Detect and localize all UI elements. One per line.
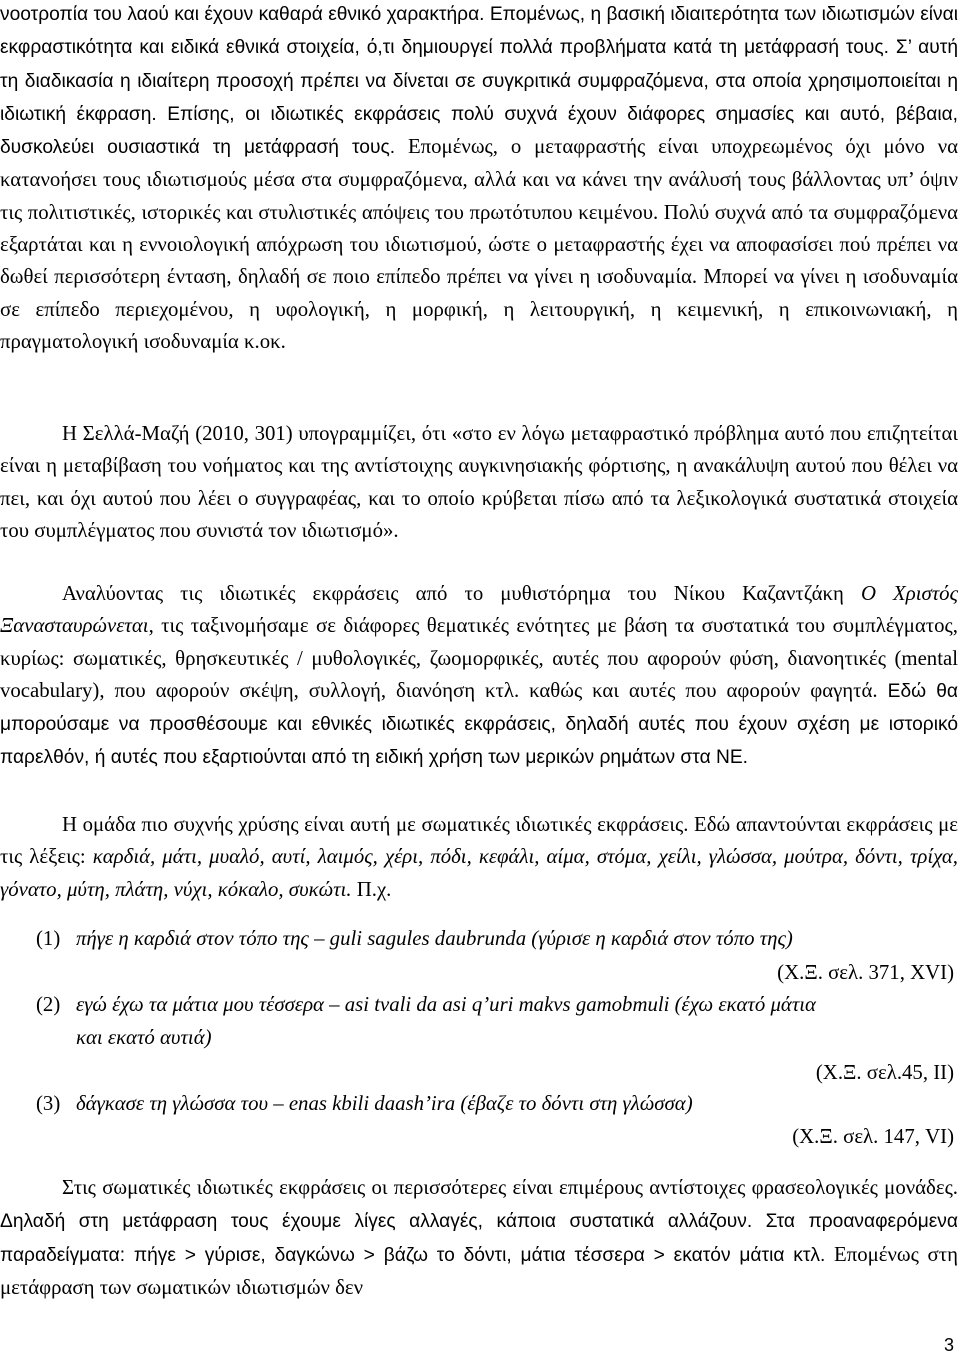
paragraph-4-part-3: Π.χ. (351, 877, 392, 901)
paragraph-4-part-2: Εδώ απαντούνται εκφράσεις με τις λέξεις: (0, 813, 958, 869)
example-2-text-continued: και εκατό αυτιά) (76, 1026, 212, 1049)
body-words-list: καρδιά, μάτι, μυαλό, αυτί, λαιμός, χέρι, πόδι, κεφάλι, αίμα, στόμα, χείλι, γλώσσα, μούτρα, δόντι, τρίχα, γόνατο, μύτη, πλάτη, νύχι, κόκαλο, συκώτι. (0, 845, 958, 901)
paragraph-5-part-1: Στις σωματικές ιδιωτικές εκφράσεις οι περισσότερες είναι επιμέρους αντίστοιχες φρασεολογικές μονάδες. (62, 1176, 958, 1199)
paragraph-2-text: Η Σελλά-Μαζή (2010, 301) υπογραμμίζει, ότι «στο εν λόγω μεταφραστικό πρόβλημα αυτό που επιζητείται είναι η μεταβίβαση του νοήματος και της αντίστοιχης αυγκινησιακής φόρτισης, η ανακάλυψη αυτού που θέλει να πει, και όχι αυτού που λέει ο συγγραφέας, και το οποίο κρύβεται πίσω από τα λεξικολογικά συστατικά στοιχεία του συμπλέγματος που συνιστά τον ιδιωτισμό». (0, 422, 958, 542)
example-1-reference: (Χ.Ξ. σελ. 371, XVI) (777, 961, 954, 984)
example-3-number: (3) (36, 1092, 61, 1115)
novel-title: Ο Χριστός Ξανασταυρώνεται (0, 582, 959, 638)
paragraph-3-part-1: Αναλύοντας τις ιδιωτικές εκφράσεις από το μυθιστόρημα του Νίκου Καζαντζάκη (62, 582, 861, 605)
example-2-number: (2) (36, 993, 61, 1016)
paragraph-2 (0, 418, 958, 547)
paragraph-4 (0, 809, 958, 906)
paragraph-3-part-2: , τις ταξινομήσαμε σε διάφορες θεματικές ενότητες με βάση τα συστατικά του συμπλέγματος, κυρίως: σωματικές, θρησκευτικές / μυθολογικές, ζωομορφικές, αυτές που αφορούν φύση, διανοητικές (mental vocabulary), που αφορούν σκέψη, συλλογή, διανόηση κτλ. καθώς και αυτές που αφορούν φαγητά. (0, 614, 958, 702)
paragraph-1-part-1: νοοτροπία του λαού και έχουν καθαρά εθνικό χαρακτήρα. Επομένως, η βασική ιδιαιτερότητα των ιδιωτισμών είναι εκφραστικότητα και ειδικά εθνικά στοιχεία, ό,τι δημιουργεί πολλά προβλήματα κατά τη μετάφρασή τους. Σ’ αυτή τη διαδικασία η ιδιαίτερη προσοχή πρέπει να δίνεται σε συγκριτικά συμφραζόμενα, στα οποία χρησιμοποιείται η ιδιωτική έκφραση. Επίσης, οι ιδιωτικές εκφράσεις πολύ συχνά έχουν διάφορες σημασίες και αυτό, βέβαια, δυσκολεύει ουσιαστικά τη μετάφρασή τους. (0, 4, 958, 159)
example-3-reference: (Χ.Ξ. σελ. 147, VI) (792, 1125, 954, 1148)
example-3-text: δάγκασε τη γλώσσα του – enas kbili daash’ira (έβαζε το δόντι στη γλώσσα) (76, 1092, 693, 1115)
paragraph-5 (0, 1172, 958, 1304)
example-1-number: (1) (36, 927, 61, 950)
paragraph-3-part-3: Εδώ θα μπορούσαμε να προσθέσουμε και εθνικές ιδιωτικές εκφράσεις, δηλαδή αυτές που έχουν σχέση με ιστορικό παρελθόν, ή αυτές που εξαρτιούνται από τη ειδική χρήση των μερικών ρημάτων στα ΝΕ. (0, 680, 958, 769)
example-2-text: εγώ έχω τα μάτια μου τέσσερα – asi tvali da asi q’uri makvs gamobmuli (έχω εκατό μάτια (76, 993, 816, 1016)
paragraph-5-part-2: Δηλαδή στη μετάφραση τους έχουμε λίγες αλλαγές, κάποια συστατικά αλλάζουν. Στα προαναφερόμενα παραδείγματα: πήγε > γύρισε, δαγκώνω > βάζω το δόντι, μάτια τέσσερα > εκατόν μάτια κτλ. (0, 1211, 958, 1266)
paragraph-1 (0, 0, 958, 358)
example-2-reference: (Χ.Ξ. σελ.45, II) (815, 1061, 954, 1084)
paragraph-5-part-3: Επομένως στη μετάφραση των σωματικών ιδιωτισμών δεν (0, 1242, 958, 1299)
paragraph-3 (0, 578, 958, 775)
paragraph-4-part-1: Η ομάδα πιο συχνής χρύσης είναι αυτή με σωματικές ιδιωτικές εκφράσεις. (62, 813, 689, 836)
example-1-text: πήγε η καρδιά στον τόπο της – guli sagules daubrunda (γύρισε η καρδιά στον τόπο της) (76, 927, 793, 950)
page-number: 3 (943, 1335, 954, 1355)
paragraph-1-part-2: Επομένως, ο μεταφραστής είναι υποχρεωμένος όχι μόνο να κατανοήσει τους ιδιωτισμούς μέσα στα συμφραζόμενα, αλλά και να κάνει την ανάλυσή τους βάλλοντας υπ’ όψιν τις πολιτιστικές, ιστορικές και στυλιστικές απόψεις του πρωτότυπου κειμένου. Πολύ συχνά από τα συμφραζόμενα εξαρτάται και η εννοιολογική απόχρωση του ιδιωτισμού, ώστε ο μεταφραστής έχει να αποφασίσει πού πρέπει να δωθεί περισσότερη ένταση, δηλαδή σε ποιο επίπεδο πρέπει να γίνει η ισοδυναμία. Μπορεί να γίνει η ισοδυναμία σε επίπεδο περιεχομένου, η υφολογική, η μορφική, η λειτουργική, η κειμενική, η επικοινωνιακή, η πραγματολογική ισοδυναμία κ.οκ. (0, 135, 959, 353)
